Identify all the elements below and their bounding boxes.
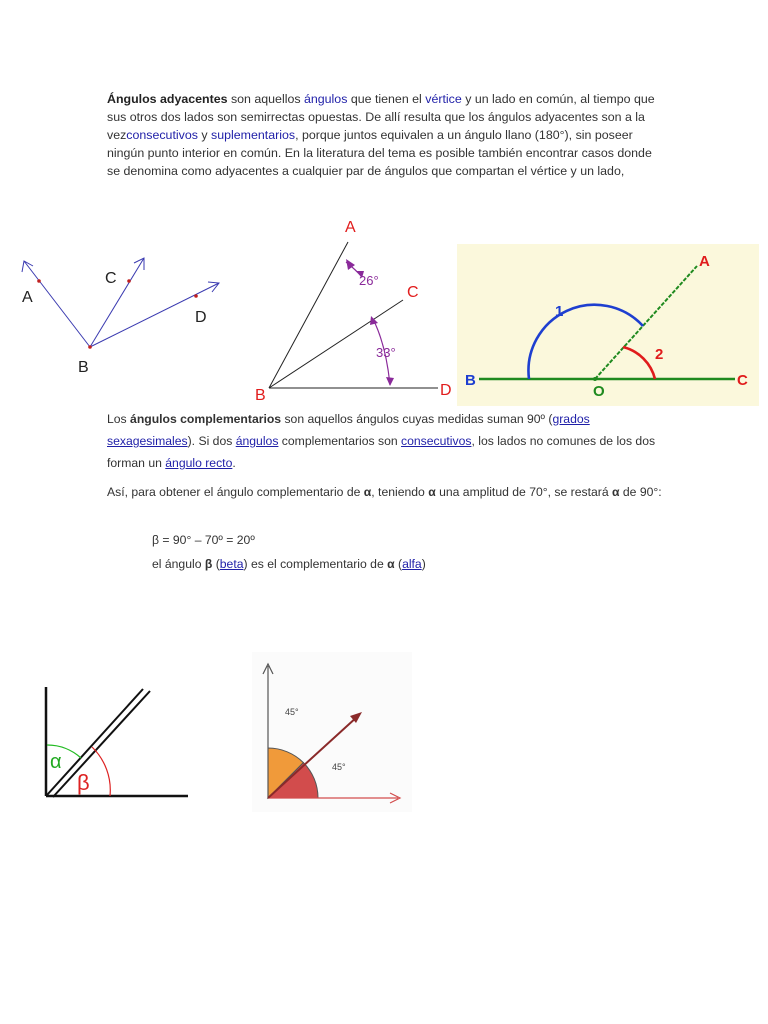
link-consecutivos[interactable]: consecutivos — [126, 128, 198, 142]
link-beta[interactable]: beta — [219, 557, 244, 571]
figure-45-45 — [252, 652, 412, 812]
text: una amplitud de 70°, se restará — [435, 485, 612, 499]
label-b: B — [78, 359, 89, 376]
figure-rays-from-b — [10, 250, 230, 380]
link-suplementarios[interactable]: suplementarios — [211, 128, 296, 142]
angle-45-top: 45° — [285, 707, 299, 717]
beta-label: β — [77, 770, 90, 795]
text: complementarios son — [278, 434, 402, 448]
text: Así, para obtener el ángulo complementario de — [107, 485, 364, 499]
angle-33-label: 33° — [376, 345, 396, 360]
alpha-symbol: α — [428, 485, 436, 499]
text: ( — [212, 557, 220, 571]
label-o: O — [593, 383, 605, 400]
text: son aquellos ángulos cuyas medidas suman 90º ( — [281, 412, 553, 426]
paragraph-adjacent-angles — [107, 90, 662, 180]
text: que tienen el — [347, 92, 426, 106]
angle-45-bottom: 45° — [332, 762, 346, 772]
text: . — [232, 456, 236, 470]
label-a: A — [699, 253, 710, 270]
link-alfa[interactable]: alfa — [402, 557, 422, 571]
label-a: A — [345, 219, 356, 236]
term-complementary-angles: ángulos complementarios — [130, 412, 282, 426]
term-adjacent-angles: Ángulos adyacentes — [107, 92, 228, 106]
text: ( — [394, 557, 403, 571]
label-c: C — [105, 270, 117, 287]
alpha-symbol: α — [363, 485, 372, 499]
text: y un lado en común, al tiempo que sus otros dos lados son semirrectas opuestas. De allí resulta que los ángulos adyacentes son a la vez — [107, 92, 655, 142]
angle-26-label: 26° — [359, 273, 379, 288]
text: , los lados no comunes de los dos forman un — [107, 434, 656, 470]
text: , porque juntos equivalen a un ángulo llano (180°), sin poseer ningún punto interior en común. En la literatura del tema es posible también encontrar casos donde se denomina como adyacentes a cualquier par de ángulos que compartan el vértice y un lado, — [107, 128, 652, 178]
label-d: D — [440, 382, 452, 399]
link-angulo-recto[interactable]: ángulo recto — [165, 456, 233, 470]
label-b: B — [255, 387, 266, 404]
text: , teniendo — [371, 485, 429, 499]
link-angulos[interactable]: ángulos — [235, 434, 279, 448]
label-c: C — [407, 284, 419, 301]
alpha-label: α — [50, 751, 62, 773]
text: ). Si dos — [187, 434, 236, 448]
text: y — [197, 128, 212, 142]
link-grados-sexagesimales[interactable]: grados sexagesimales — [107, 412, 590, 448]
text: de 90°: — [619, 485, 662, 499]
text: son aquellos — [227, 92, 304, 106]
figure-adjacent-angles-line — [457, 244, 759, 406]
figure-angles-26-33 — [250, 215, 460, 405]
beta-symbol: β — [204, 557, 213, 571]
paragraph-example — [107, 482, 667, 502]
text: ) — [421, 557, 426, 571]
figure-alpha-beta — [40, 685, 195, 805]
link-consecutivos[interactable]: consecutivos — [401, 434, 472, 448]
link-vertice[interactable]: vértice — [425, 92, 462, 106]
label-d: D — [195, 309, 207, 326]
link-angulos[interactable]: ángulos — [303, 92, 348, 106]
arc-1-label: 1 — [555, 303, 564, 320]
text: ) es el complementario de — [243, 557, 388, 571]
label-b: B — [465, 372, 476, 389]
alpha-symbol: α — [387, 557, 395, 571]
alpha-symbol: α — [611, 485, 620, 499]
arc-2-label: 2 — [655, 346, 664, 363]
text: Los — [107, 412, 131, 426]
label-a: A — [22, 289, 33, 306]
text: el ángulo — [152, 557, 205, 571]
label-c: C — [737, 372, 748, 389]
equation-line: β = 90° – 70º = 20º — [152, 533, 255, 547]
equation-explanation — [152, 557, 426, 571]
paragraph-complementary-angles — [107, 408, 667, 474]
